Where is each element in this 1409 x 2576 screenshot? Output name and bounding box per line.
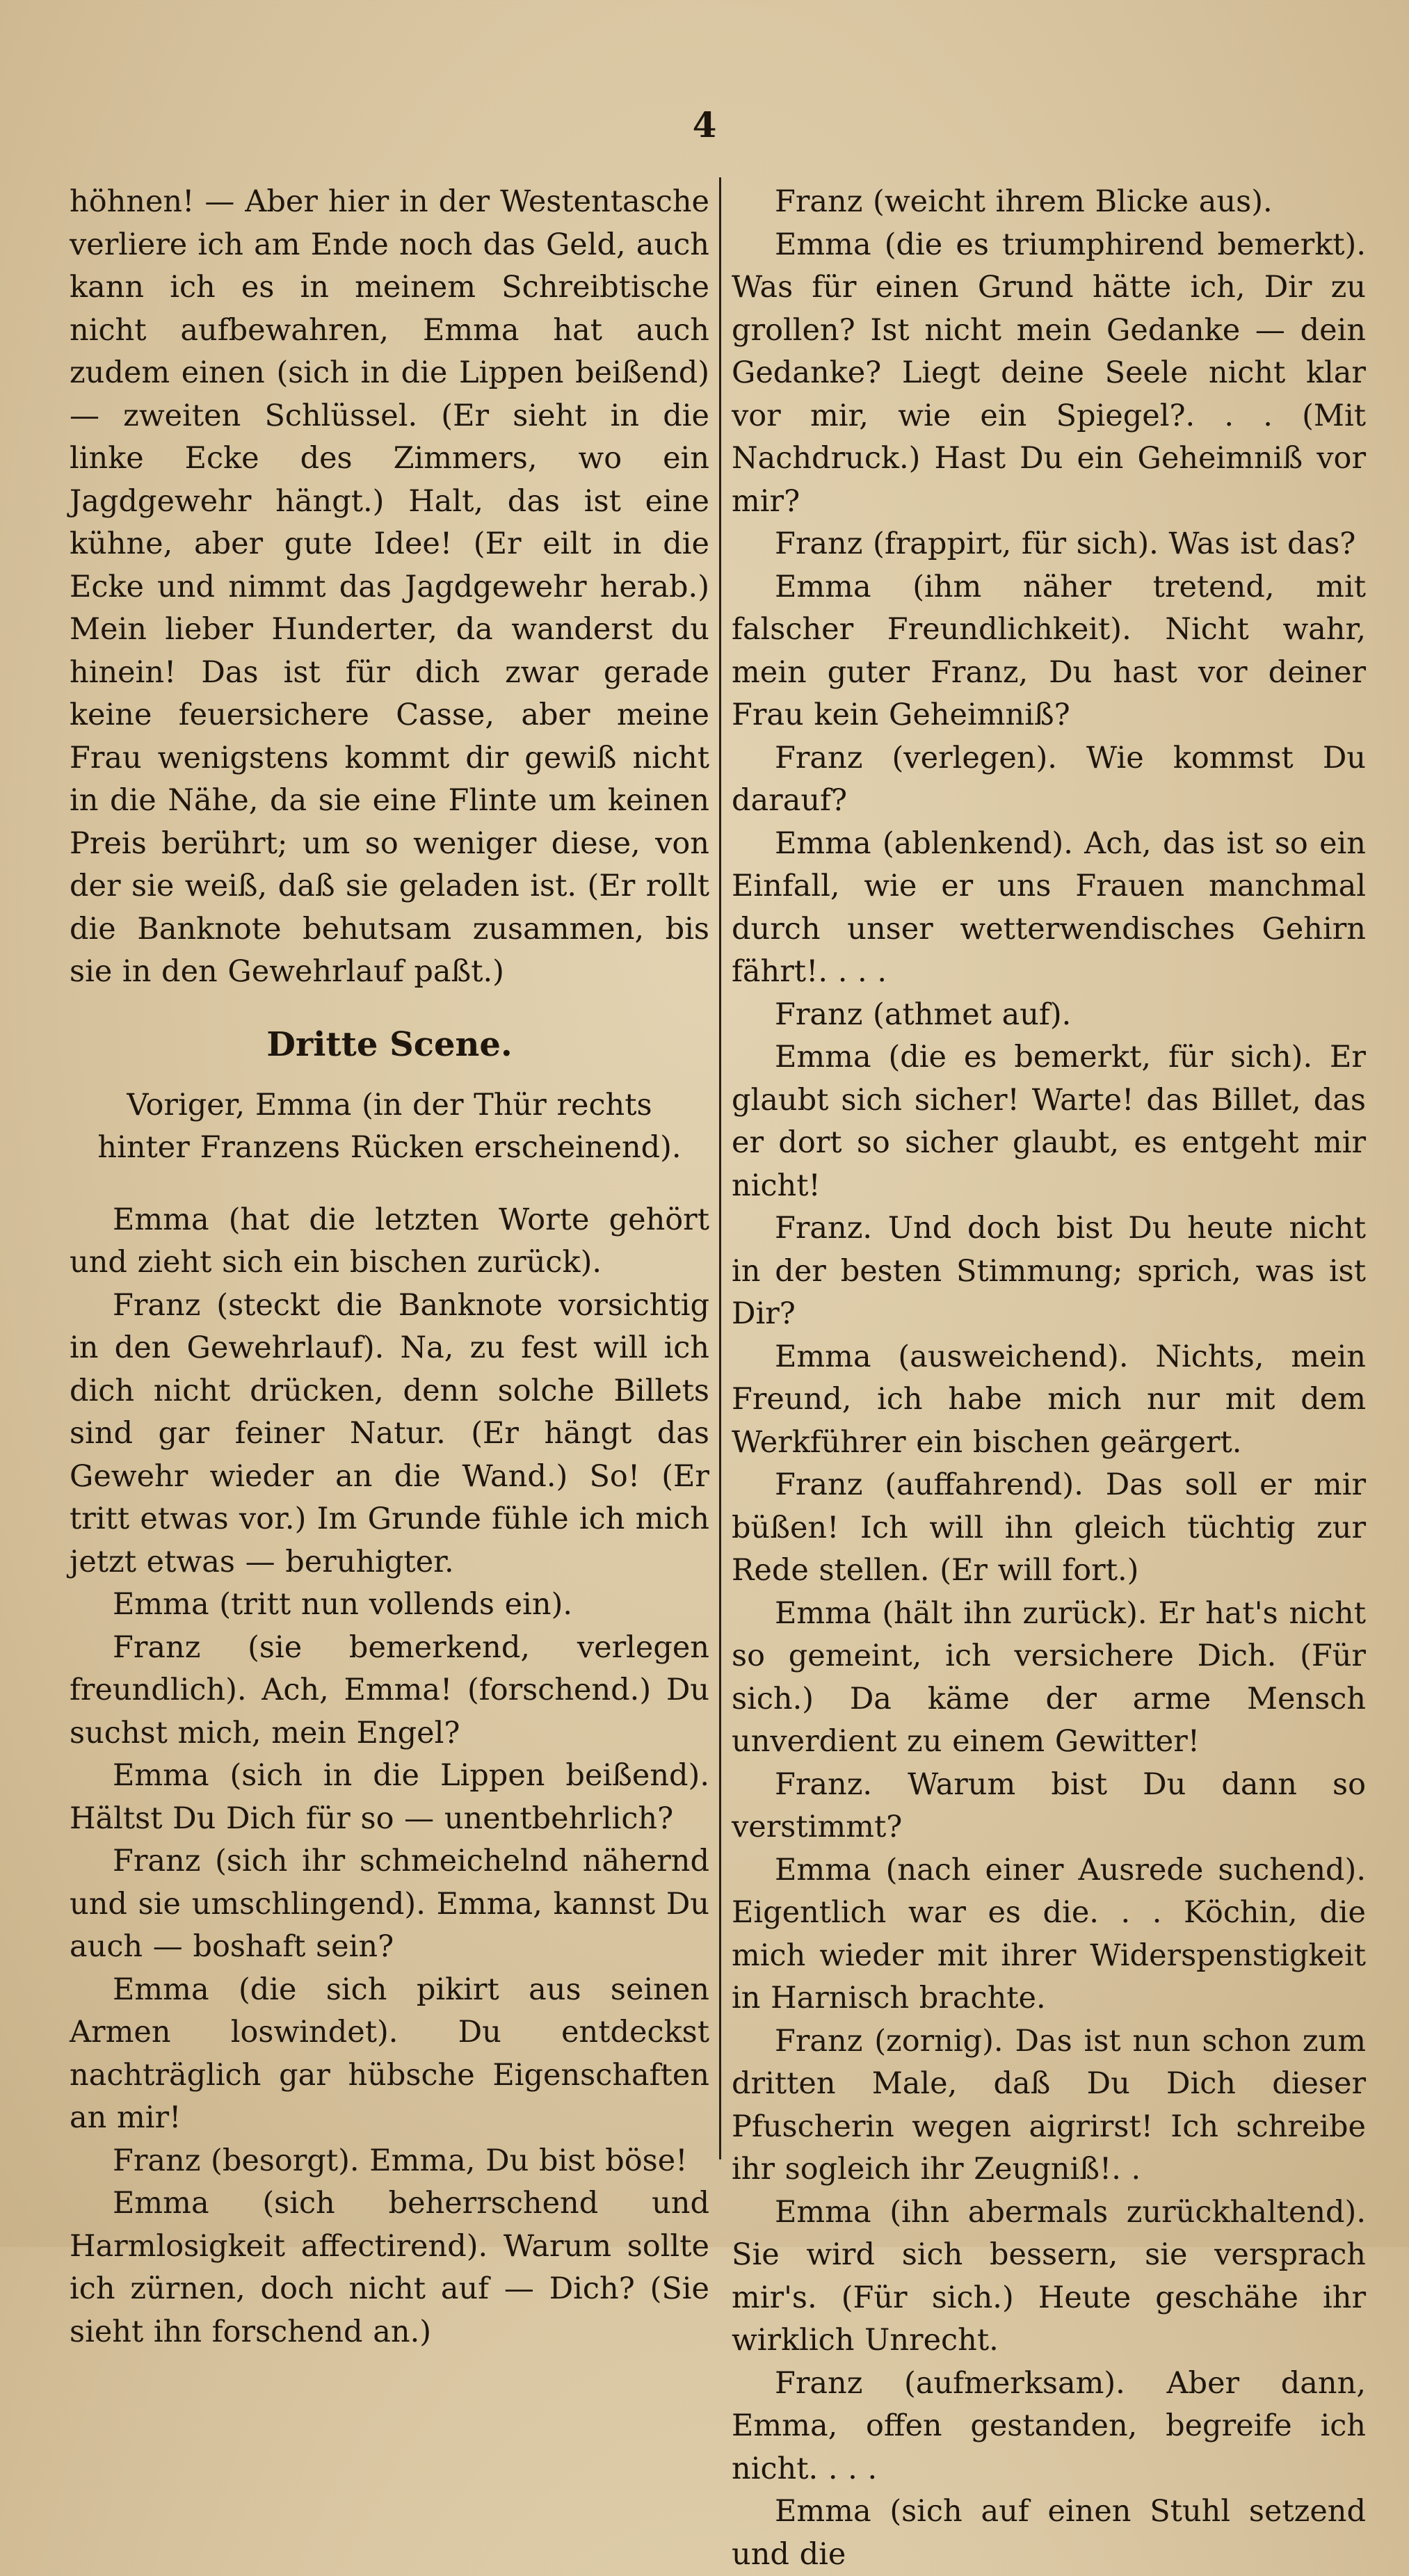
paragraph: Emma (ablenkend). Ach, das ist so ein Einfall, wie er uns Frauen manchmal durch unser wetterwendisches Gehirn fährt!. . . .: [732, 826, 1366, 989]
paragraph: Franz (weicht ihrem Blicke aus).: [775, 184, 1273, 219]
paragraph: Franz (sie bemerkend, verlegen freundlich). Ach, Emma! (forschend.) Du suchst mich, mein Engel?: [70, 1629, 709, 1750]
paragraph: Franz (verlegen). Wie kommst Du darauf?: [732, 740, 1366, 818]
paragraph: Emma (die sich pikirt aus seinen Armen loswindet). Du entdeckst nachträglich gar hübsche Eigenschaften an mir!: [70, 1972, 709, 2135]
paragraph: Emma (sich beherrschend und Harmlosigkeit affectirend). Warum sollte ich zürnen, doch nicht auf — Dich? (Sie sieht ihn forschend an.): [70, 2186, 709, 2349]
paragraph: Franz. Warum bist Du dann so verstimmt?: [732, 1766, 1366, 1844]
paragraph: Emma (sich in die Lippen beißend). Hältst Du Dich für so — unentbehrlich?: [70, 1758, 709, 1836]
paragraph: Emma (ausweichend). Nichts, mein Freund, ich habe mich nur mit dem Werkführer ein bischen geärgert.: [732, 1339, 1366, 1460]
paragraph: Emma (tritt nun vollends ein).: [113, 1587, 573, 1622]
paragraph: Franz (frappirt, für sich). Was ist das?: [775, 526, 1356, 561]
scene-title: Dritte Scene.: [266, 1024, 513, 1064]
paragraph: Franz (athmet auf).: [775, 997, 1072, 1032]
paragraph: Franz (zornig). Das ist nun schon zum dritten Male, daß Du Dich dieser Pfuscherin wegen aigrirst! Ich schreibe ihr sogleich ihr Zeugniß!. .: [732, 2023, 1366, 2187]
paragraph: Emma (sich auf einen Stuhl setzend und die: [732, 2494, 1366, 2572]
paragraph: Emma (ihn abermals zurückhaltend). Sie wird sich bessern, sie versprach mir's. (Für sich.) Heute geschähe ihr wirklich Unrecht.: [732, 2194, 1366, 2358]
paragraph: Emma (die es triumphirend bemerkt). Was für einen Grund hätte ich, Dir zu grollen? Ist nicht mein Gedanke — dein Gedanke? Liegt deine Seele nicht klar vor mir, wie ein Spiegel?. . . (Mit Nachdruck.) Hast Du ein Geheimniß vor mir?: [732, 227, 1366, 519]
column-divider: [719, 177, 721, 2159]
paragraph: Franz (sich ihr schmeichelnd nähernd und sie umschlingend). Emma, kannst Du auch — boshaft sein?: [70, 1844, 709, 1964]
paragraph: Franz. Und doch bist Du heute nicht in der besten Stimmung; sprich, was ist Dir?: [732, 1211, 1366, 1331]
paragraph: Franz (aufmerksam). Aber dann, Emma, offen gestanden, begreife ich nicht. . . .: [732, 2365, 1366, 2486]
spacer: [70, 1170, 709, 1199]
scene-cast: Voriger, Emma (in der Thür rechts hinter Franzens Rücken erscheinend).: [97, 1087, 682, 1165]
right-column: [732, 181, 1366, 2576]
paragraph: höhnen! — Aber hier in der Westentasche verliere ich am Ende noch das Geld, auch kann ich es in meinem Schreibtische nicht aufbewahren, Emma hat auch zudem einen (sich in die Lippen beißend) — zweiten Schlüssel. (Er sieht in die linke Ecke des Zimmers, wo ein Jagdgewehr hängt.) Halt, das ist eine kühne, aber gute Idee! (Er eilt in die Ecke und nimmt das Jagdgewehr herab.) Mein lieber Hunderter, da wanderst du hinein! Das ist für dich zwar gerade keine feuersichere Casse, aber meine Frau wenigstens kommt dir gewiß nicht in die Nähe, da sie eine Flinte um keinen Preis berührt; um so weniger diese, von der sie weiß, daß sie geladen ist. (Er rollt die Banknote behutsam zusammen, bis sie in den Gewehrlauf paßt.): [70, 184, 709, 989]
paragraph: Emma (nach einer Ausrede suchend). Eigentlich war es die. . . Köchin, die mich wieder mit ihrer Widerspenstigkeit in Harnisch brachte.: [732, 1852, 1366, 2015]
paragraph: Emma (die es bemerkt, für sich). Er glaubt sich sicher! Warte! das Billet, das er dort so sicher glaubt, es entgeht mir nicht!: [732, 1040, 1366, 1203]
page-number: 4: [692, 104, 717, 145]
paragraph: Emma (ihm näher tretend, mit falscher Freundlichkeit). Nicht wahr, mein guter Franz, Du hast vor deiner Frau kein Geheimniß?: [732, 569, 1366, 732]
left-column: [70, 181, 709, 2353]
paragraph: Franz (steckt die Banknote vorsichtig in den Gewehrlauf). Na, zu fest will ich dich nicht drücken, denn solche Billets sind gar feiner Natur. (Er hängt das Gewehr wieder an die Wand.) So! (Er tritt etwas vor.) Im Grunde fühle ich mich jetzt etwas — beruhigter.: [70, 1287, 709, 1579]
paragraph: Emma (hat die letzten Worte gehört und zieht sich ein bischen zurück).: [70, 1202, 709, 1280]
paragraph: Emma (hält ihn zurück). Er hat's nicht so gemeint, ich versichere Dich. (Für sich.) Da käme der arme Mensch unverdient zu einem Gewitter!: [732, 1595, 1366, 1759]
paragraph: Franz (auffahrend). Das soll er mir büßen! Ich will ihn gleich tüchtig zur Rede stellen. (Er will fort.): [732, 1467, 1366, 1588]
paragraph: Franz (besorgt). Emma, Du bist böse!: [113, 2143, 688, 2178]
